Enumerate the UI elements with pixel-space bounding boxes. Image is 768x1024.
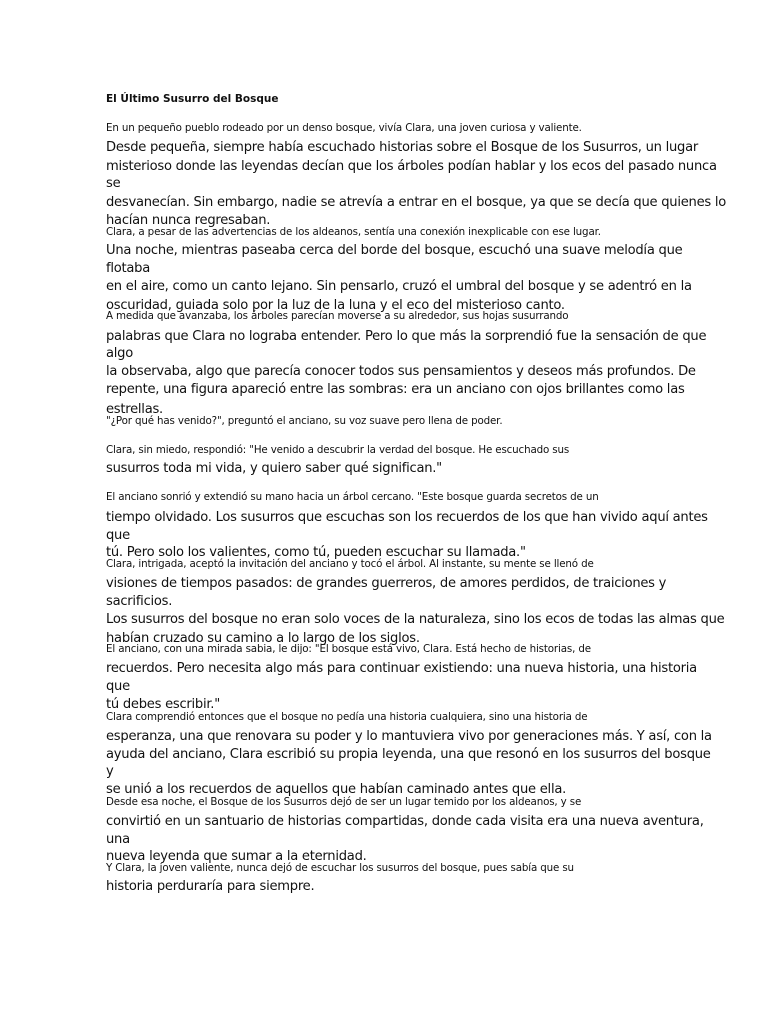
text-line: recuerdos. Pero necesita algo más para continuar existiendo: una nueva historia, una historia — [106, 661, 697, 676]
text-line: El anciano sonrió y extendió su mano hacia un árbol cercano. "Este bosque guarda secretos de un — [106, 491, 599, 503]
text-line: susurros toda mi vida, y quiero saber qué significan." — [106, 461, 442, 476]
text-line: algo — [106, 346, 133, 361]
text-line: oscuridad, guiada solo por la luz de la luna y el eco del misterioso canto. — [106, 298, 565, 313]
text-line: El anciano, con una mirada sabia, le dijo: "El bosque está vivo, Clara. Está hecho de historias, de — [106, 643, 591, 655]
text-line: ayuda del anciano, Clara escribió su propia leyenda, una que resonó en los susurros del bosque — [106, 747, 711, 762]
text-line: tú. Pero solo los valientes, como tú, pueden escuchar su llamada." — [106, 545, 526, 560]
text-line: En un pequeño pueblo rodeado por un denso bosque, vivía Clara, una joven curiosa y valiente. — [106, 122, 582, 134]
text-line: una — [106, 832, 130, 847]
text-line: que — [106, 679, 130, 694]
document-title: El Último Susurro del Bosque — [106, 93, 279, 105]
text-line: esperanza, una que renovara su poder y lo mantuviera vivo por generaciones más. Y así, con la — [106, 729, 712, 744]
text-line: se — [106, 176, 121, 191]
text-line: repente, una figura apareció entre las sombras: era un anciano con ojos brillantes como las — [106, 382, 685, 397]
text-line: y — [106, 764, 114, 779]
text-line: habían cruzado su camino a lo largo de los siglos. — [106, 631, 420, 646]
text-line: Desde esa noche, el Bosque de los Susurros dejó de ser un lugar temido por los aldeanos, y se — [106, 796, 582, 808]
text-line: Clara, intrigada, aceptó la invitación del anciano y tocó el árbol. Al instante, su mente se llenó de — [106, 558, 594, 570]
text-line: en el aire, como un canto lejano. Sin pensarlo, cruzó el umbral del bosque y se adentró en la — [106, 279, 692, 294]
text-line: Una noche, mientras paseaba cerca del borde del bosque, escuchó una suave melodía que — [106, 243, 683, 258]
text-line: desvanecían. Sin embargo, nadie se atrevía a entrar en el bosque, ya que se decía que quienes lo — [106, 195, 727, 210]
text-line: la observaba, algo que parecía conocer todos sus pensamientos y deseos más profundos. De — [106, 364, 696, 379]
text-line: Clara, a pesar de las advertencias de los aldeanos, sentía una conexión inexplicable con ese lugar. — [106, 226, 601, 238]
text-line: misterioso donde las leyendas decían que los árboles podían hablar y los ecos del pasado nunca — [106, 159, 717, 174]
text-line: nueva leyenda que sumar a la eternidad. — [106, 849, 367, 864]
text-line: que — [106, 528, 130, 543]
text-line: sacrificios. — [106, 594, 173, 609]
text-line: "¿Por qué has venido?", preguntó el anciano, su voz suave pero llena de poder. — [106, 415, 503, 427]
text-line: Los susurros del bosque no eran solo voces de la naturaleza, sino los ecos de todas las almas que — [106, 612, 725, 627]
text-line: visiones de tiempos pasados: de grandes guerreros, de amores perdidos, de traiciones y — [106, 576, 667, 591]
text-line: se unió a los recuerdos de aquellos que habían caminado antes que ella. — [106, 782, 567, 797]
text-line: hacían nunca regresaban. — [106, 213, 271, 228]
text-line: palabras que Clara no lograba entender. Pero lo que más la sorprendió fue la sensación de que — [106, 329, 707, 344]
text-line: tú debes escribir." — [106, 697, 220, 712]
text-line: estrellas. — [106, 402, 163, 417]
text-line: Y Clara, la joven valiente, nunca dejó de escuchar los susurros del bosque, pues sabía que su — [106, 862, 574, 874]
text-line: flotaba — [106, 261, 151, 276]
text-line: historia perduraría para siempre. — [106, 879, 315, 894]
text-line: tiempo olvidado. Los susurros que escuchas son los recuerdos de los que han vivido aquí antes — [106, 510, 708, 525]
text-line: Clara, sin miedo, respondió: "He venido a descubrir la verdad del bosque. He escuchado sus — [106, 444, 570, 456]
text-line: Clara comprendió entonces que el bosque no pedía una historia cualquiera, sino una historia de — [106, 711, 588, 723]
text-line: A medida que avanzaba, los árboles parecían moverse a su alrededor, sus hojas susurrando — [106, 310, 569, 322]
text-line: Desde pequeña, siempre había escuchado historias sobre el Bosque de los Susurros, un lugar — [106, 140, 699, 155]
text-line: convirtió en un santuario de historias compartidas, donde cada visita era una nueva aventura, — [106, 814, 704, 829]
